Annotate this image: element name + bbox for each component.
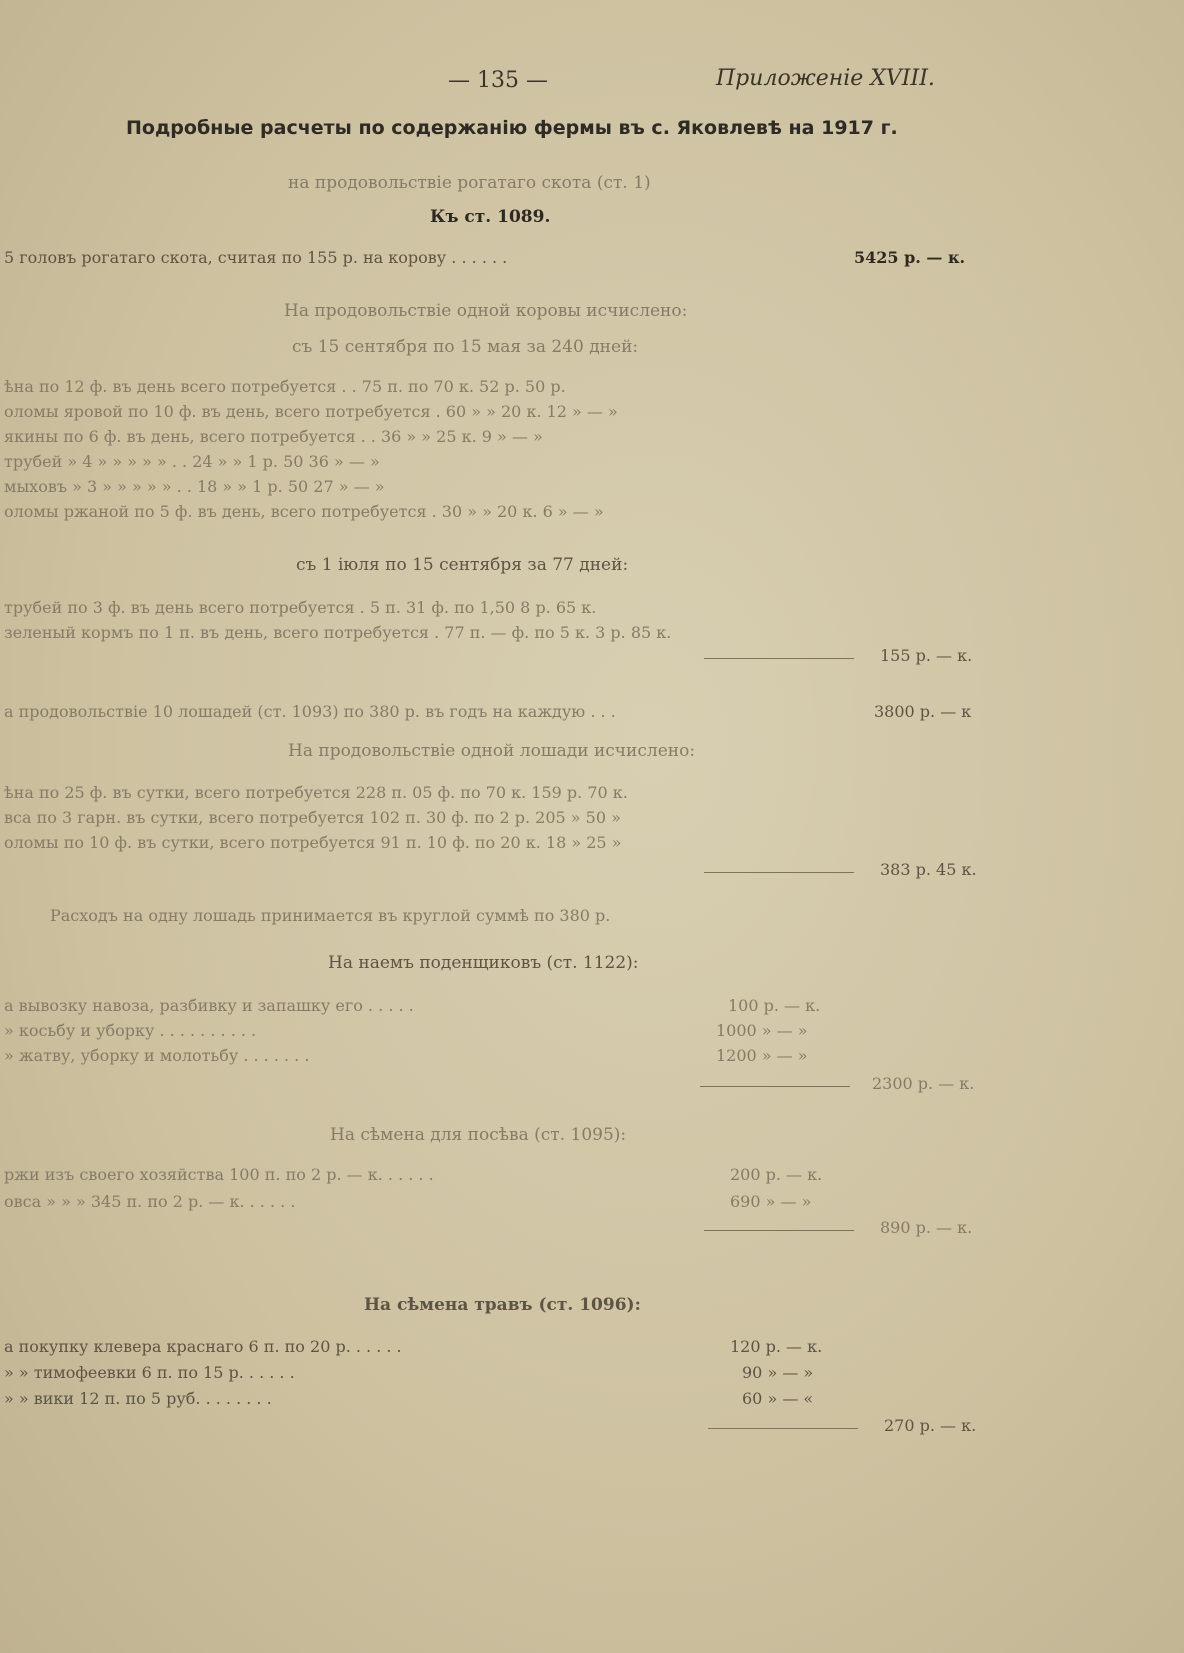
page-title: Подробные расчеты по содержанію фермы въ с. Яковлевѣ на 1917 г. (126, 117, 898, 139)
subtotal-rule (704, 1230, 854, 1231)
table-row-label: а покупку клевера краснаго 6 п. по 20 р. . . . . . (4, 1337, 402, 1356)
section5-total: 270 р. — к. (884, 1416, 977, 1435)
table-row: якины по 6 ф. въ день, всего потребуется . . 36 » » 25 к. 9 » — » (4, 427, 543, 446)
table-row-amount: 90 » — » (742, 1363, 814, 1382)
section3-heading: На наемъ поденщиковъ (ст. 1122): (328, 953, 639, 973)
table-row-amount: 60 » — « (742, 1389, 814, 1408)
section1-calc-heading: На продовольствіе одной коровы исчислено: (284, 301, 688, 321)
table-row-amount: 120 р. — к. (730, 1337, 823, 1356)
table-row-label: овса » » » 345 п. по 2 р. — к. . . . . . (4, 1192, 296, 1211)
section1-period2: съ 1 іюля по 15 сентября за 77 дней: (296, 555, 629, 575)
section1-period1: съ 15 сентября по 15 мая за 240 дней: (292, 337, 639, 357)
table-row-amount: 200 р. — к. (730, 1165, 823, 1184)
appendix-label: Приложеніе XVIII. (716, 66, 935, 91)
table-row: трубей по 3 ф. въ день всего потребуется . 5 п. 31 ф. по 1,50 8 р. 65 к. (4, 598, 597, 617)
table-row-label: » » вики 12 п. по 5 руб. . . . . . . . (4, 1389, 272, 1408)
table-row: трубей » 4 » » » » » . . 24 » » 1 р. 50 36 » — » (4, 452, 380, 471)
table-row-amount: 100 р. — к. (728, 996, 821, 1015)
section2-subtotal: 383 р. 45 к. (880, 860, 977, 879)
table-row-label: » » тимофеевки 6 п. по 15 р. . . . . . (4, 1363, 295, 1382)
page-number: — 135 — (448, 68, 548, 93)
table-row: мыховъ » 3 » » » » » . . 18 » » 1 р. 50 27 » — » (4, 477, 385, 496)
table-row: зеленый кормъ по 1 п. въ день, всего потребуется . 77 п. — ф. по 5 к. 3 р. 85 к. (4, 623, 672, 642)
table-row-amount: 1000 » — » (716, 1021, 808, 1040)
section4-total: 890 р. — к. (880, 1218, 973, 1237)
section1-article: Къ ст. 1089. (430, 207, 551, 227)
subtotal-rule (708, 1428, 858, 1429)
table-row-label: а вывозку навоза, разбивку и запашку его . . . . . (4, 996, 414, 1015)
section1-subtitle: на продовольствіе рогатаго скота (ст. 1) (288, 173, 651, 193)
table-row: оломы по 10 ф. въ сутки, всего потребуется 91 п. 10 ф. по 20 к. 18 » 25 » (4, 833, 622, 852)
table-row-label: » косьбу и уборку . . . . . . . . . . (4, 1021, 257, 1040)
section1-total: 5425 р. — к. (854, 248, 966, 267)
subtotal-rule (700, 1086, 850, 1087)
table-row: оломы яровой по 10 ф. въ день, всего потребуется . 60 » » 20 к. 12 » — » (4, 402, 618, 421)
table-row-amount: 1200 » — » (716, 1046, 808, 1065)
table-row-label: » жатву, уборку и молотьбу . . . . . . . (4, 1046, 310, 1065)
subtotal-rule (704, 872, 854, 873)
section1-line: 5 головъ рогатаго скота, считая по 155 р. на корову . . . . . . (4, 248, 508, 267)
section2-calc-heading: На продовольствіе одной лошади исчислено: (288, 741, 696, 761)
subtotal-rule (704, 658, 854, 659)
section3-total: 2300 р. — к. (872, 1074, 975, 1093)
table-row: вса по 3 гарн. въ сутки, всего потребуется 102 п. 30 ф. по 2 р. 205 » 50 » (4, 808, 621, 827)
section4-heading: На сѣмена для посѣва (ст. 1095): (330, 1125, 627, 1145)
section5-heading: На сѣмена травъ (ст. 1096): (364, 1295, 641, 1315)
table-row: оломы ржаной по 5 ф. въ день, всего потребуется . 30 » » 20 к. 6 » — » (4, 502, 604, 521)
table-row-label: ржи изъ своего хозяйства 100 п. по 2 р. — к. . . . . . (4, 1165, 434, 1184)
section2-total: 3800 р. — к (874, 702, 972, 721)
section2-note: Расходъ на одну лошадь принимается въ круглой суммѣ по 380 р. (50, 906, 611, 925)
section1-subtotal: 155 р. — к. (880, 646, 973, 665)
section2-line: а продовольствіе 10 лошадей (ст. 1093) по 380 р. въ годъ на каждую . . . (4, 702, 616, 721)
table-row-amount: 690 » — » (730, 1192, 812, 1211)
table-row: ѣна по 12 ф. въ день всего потребуется . . 75 п. по 70 к. 52 р. 50 р. (4, 377, 566, 396)
table-row: ѣна по 25 ф. въ сутки, всего потребуется 228 п. 05 ф. по 70 к. 159 р. 70 к. (4, 783, 628, 802)
